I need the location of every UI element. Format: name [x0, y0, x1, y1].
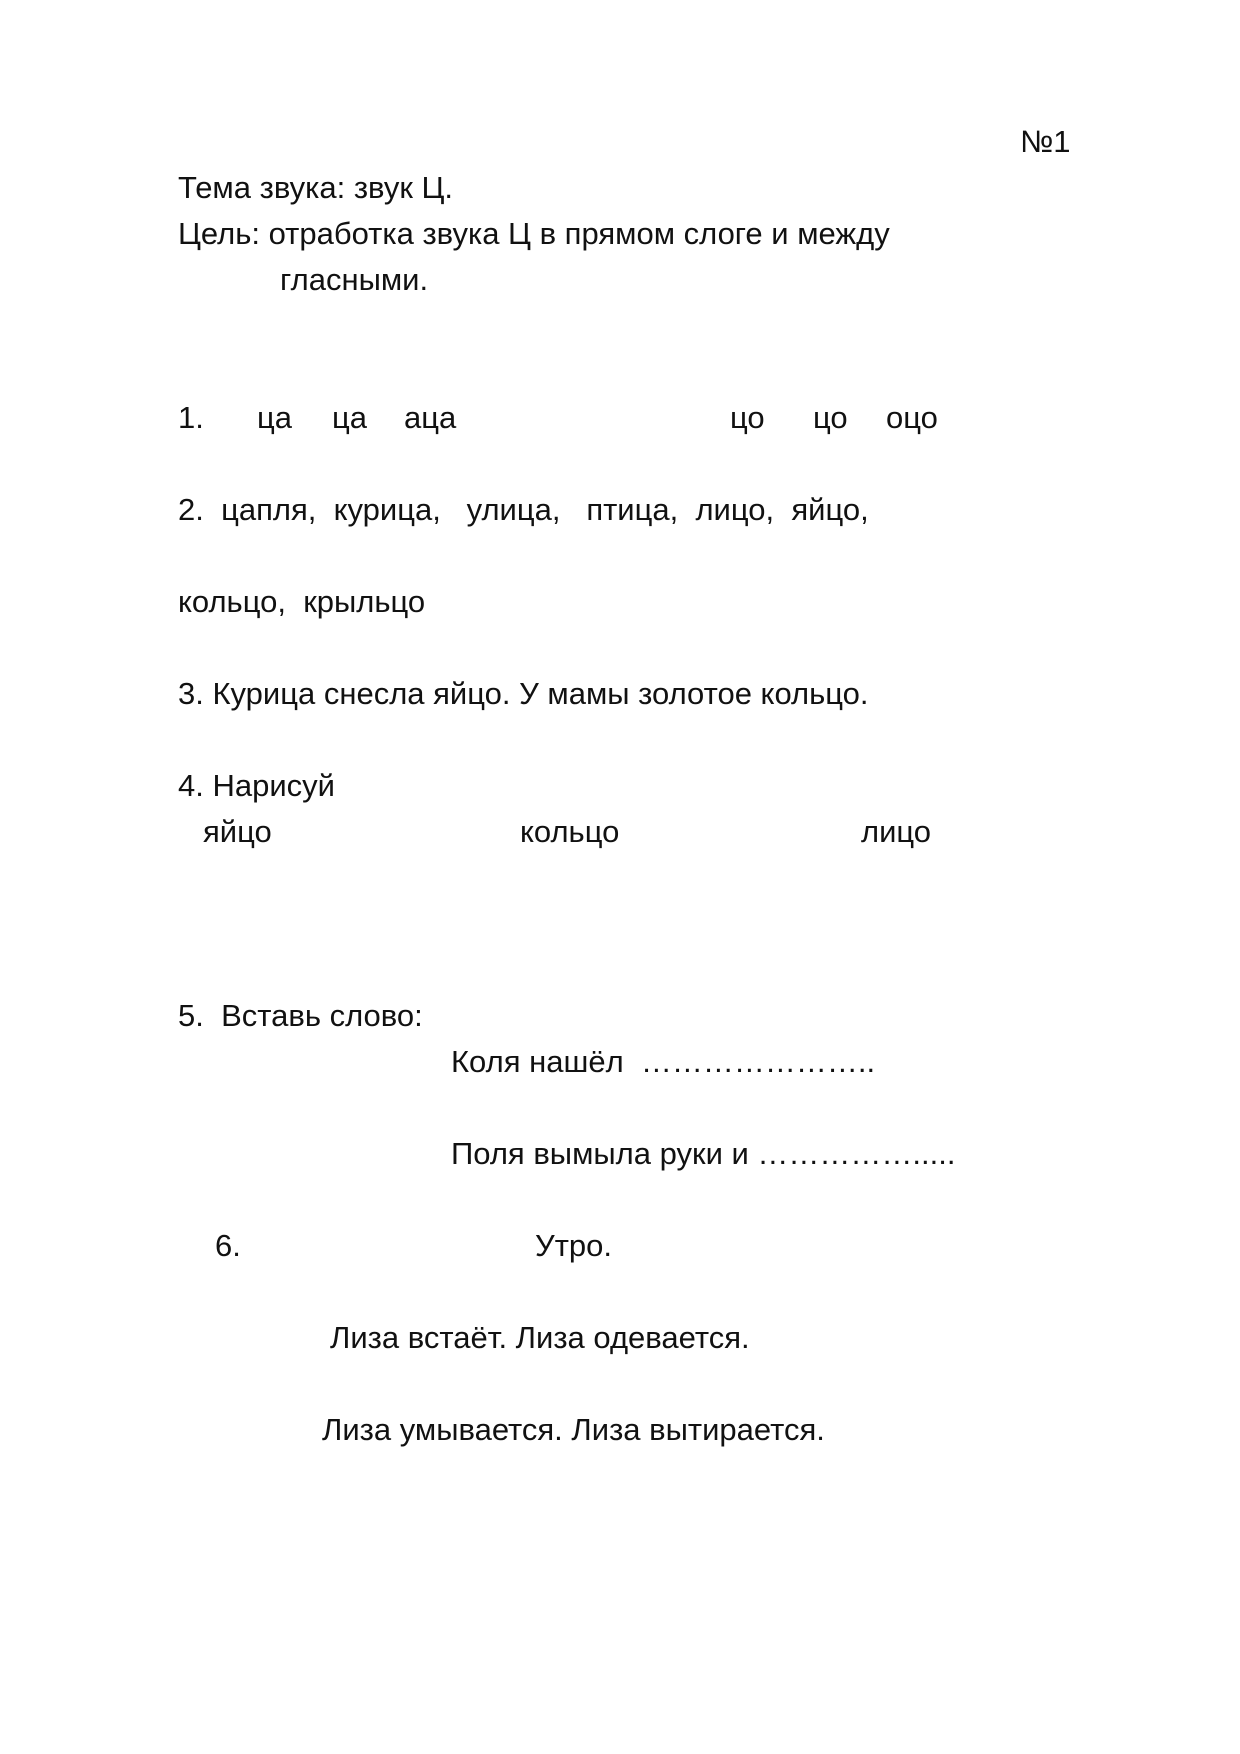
syllable: цо — [813, 400, 848, 435]
page-number: №1 — [1020, 124, 1071, 159]
item3-sentences: 3. Курица снесла яйцо. У мамы золотое кольцо. — [178, 676, 869, 711]
topic-heading: Тема звука: звук Ц. — [178, 170, 454, 205]
syllable: ца — [332, 400, 367, 435]
fill-in-sentence: Коля нашёл ………………….. — [451, 1044, 876, 1079]
item6-number: 6. — [215, 1228, 241, 1263]
goal-line-2: гласными. — [280, 262, 429, 297]
item2-words-line-1: 2. цапля, курица, улица, птица, лицо, яйцо, — [178, 492, 869, 527]
draw-word: кольцо — [520, 814, 620, 849]
goal-line-1: Цель: отработка звука Ц в прямом слоге и между — [178, 216, 890, 251]
syllable: оцо — [886, 400, 938, 435]
item4-title: 4. Нарисуй — [178, 768, 335, 803]
story-line-1: Лиза встаёт. Лиза одевается. — [330, 1320, 750, 1355]
syllable: аца — [404, 400, 457, 435]
item1-number: 1. — [178, 400, 204, 435]
item5-title: 5. Вставь слово: — [178, 998, 423, 1033]
draw-word: лицо — [861, 814, 932, 849]
fill-in-sentence: Поля вымыла руки и ……………..... — [451, 1136, 956, 1171]
story-line-2: Лиза умывается. Лиза вытирается. — [322, 1412, 825, 1447]
item2-words-line-2: кольцо, крыльцо — [178, 584, 426, 619]
syllable: цо — [730, 400, 765, 435]
syllable: ца — [257, 400, 292, 435]
item6-title: Утро. — [535, 1228, 612, 1263]
draw-word: яйцо — [203, 814, 272, 849]
